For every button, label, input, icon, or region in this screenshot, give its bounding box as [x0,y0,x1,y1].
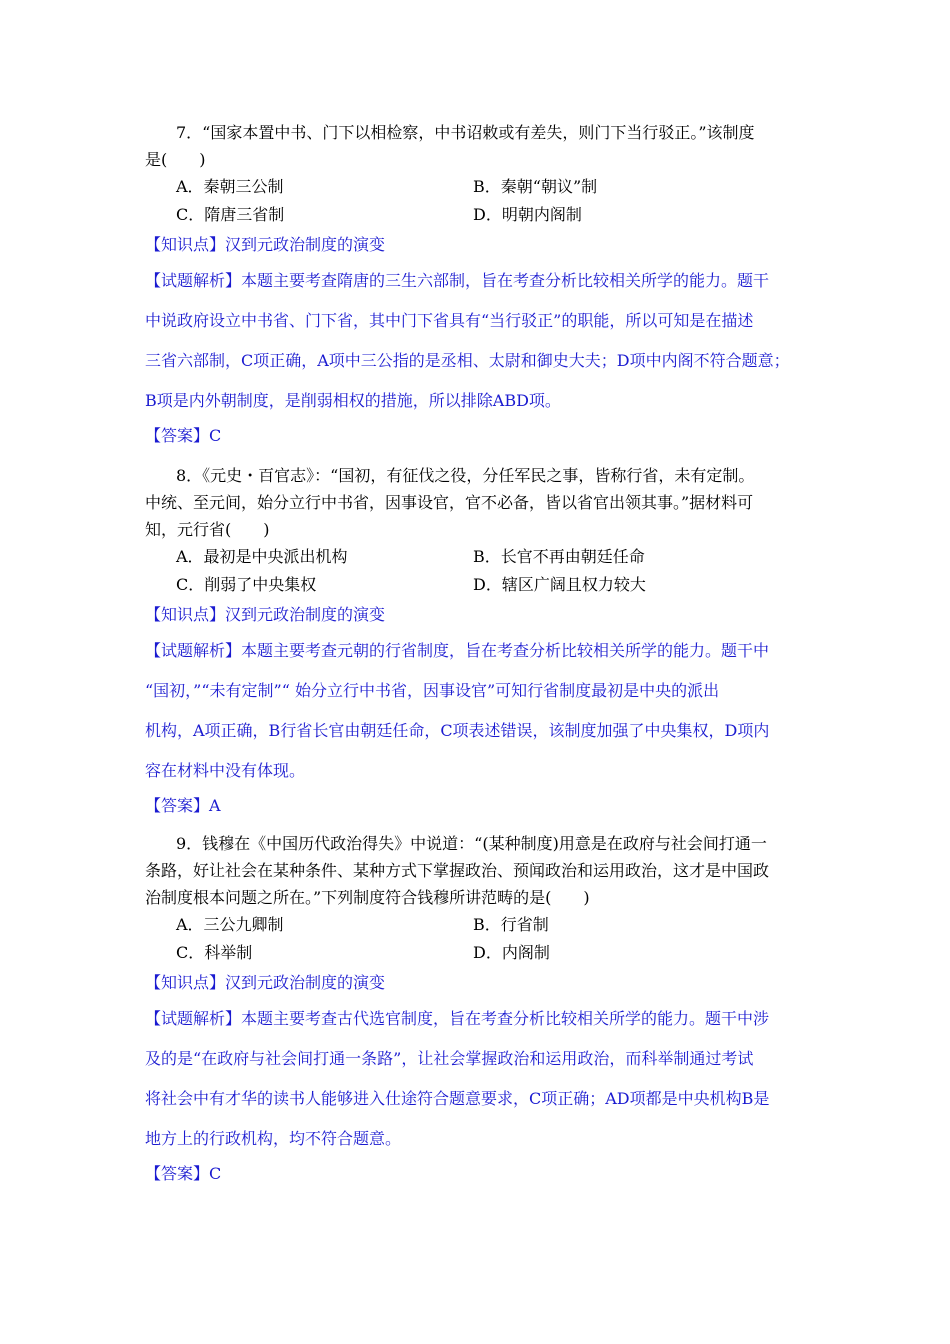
answer-value: C [209,1164,222,1183]
knowledge-point-tag: 【知识点】 [145,235,226,254]
knowledge-point-text: 汉到元政治制度的演变 [225,605,386,624]
analysis-line: “国初，”“未有定制”“ 始分立行中书省，因事设官”可知行省制度最初是中央的派出 [145,681,720,700]
answer [145,1159,815,1189]
options-row [145,911,815,939]
analysis-line [145,999,815,1039]
question-stem-line: 8．《元史・百官志》：“国初，有征伐之役，分任军民之事，皆称行省，未有定制。 [176,466,755,485]
question-stem-line: 治制度根本问题之所在。”下列制度符合钱穆所讲范畴的是( ) [145,888,590,907]
analysis [145,631,815,791]
answer-value: A [209,796,221,815]
analysis-line: 机构，A项正确，B行省长官由朝廷任命，C项表述错误，该制度加强了中央集权，D项内 [145,721,770,740]
analysis [145,999,815,1159]
analysis-tag: 【试题解析】 [145,271,242,290]
question-stem-line: 中统、至元间，始分立行中书省，因事设官，官不必备，皆以省官出领其事。”据材料可 [145,493,754,512]
question-8 [145,462,815,821]
knowledge-point-text: 汉到元政治制度的演变 [225,973,386,992]
analysis-line: 容在材料中没有体现。 [145,761,306,780]
analysis-text: 本题主要考查隋唐的三生六部制，旨在考查分析比较相关所学的能力。题干 [241,271,770,290]
analysis-line: B项是内外朝制度，是削弱相权的措施，所以排除ABD项。 [145,391,561,410]
options-row [145,939,815,967]
knowledge-point [145,599,815,631]
knowledge-point-tag: 【知识点】 [145,973,226,992]
answer-tag: 【答案】 [145,426,210,445]
option-d: D．内阁制 [473,943,550,962]
analysis-tag: 【试题解析】 [145,1009,242,1028]
analysis [145,261,815,421]
option-d: D．明朝内阁制 [473,205,582,224]
question-stem-line: 7．“国家本置中书、门下以相检察，中书诏敕或有差失，则门下当行驳正。”该制度 [176,123,755,142]
options-row [145,173,815,201]
question-stem-line: 知，元行省( ) [145,520,270,539]
option-b: B．行省制 [473,915,549,934]
analysis-line: 及的是“在政府与社会间打通一条路”，让社会掌握政治和运用政治，而科举制通过考试 [145,1049,754,1068]
option-c: C．削弱了中央集权 [176,575,317,594]
option-b: B．秦朝“朝议”制 [473,177,598,196]
knowledge-point [145,967,815,999]
answer-tag: 【答案】 [145,1164,210,1183]
answer-tag: 【答案】 [145,796,210,815]
option-a: A．三公九卿制 [176,915,284,934]
option-a: A．最初是中央派出机构 [176,547,348,566]
knowledge-point-text: 汉到元政治制度的演变 [225,235,386,254]
knowledge-point [145,229,815,261]
option-b: B．长官不再由朝廷任命 [473,547,645,566]
answer [145,791,815,821]
options-row [145,543,815,571]
analysis-text: 本题主要考查古代选官制度，旨在考查分析比较相关所学的能力。题干中涉 [241,1009,770,1028]
question-7 [145,119,815,451]
question-9 [145,830,815,1189]
options-row [145,201,815,229]
option-c: C．隋唐三省制 [176,205,285,224]
analysis-line: 地方上的行政机构，均不符合题意。 [145,1129,402,1148]
options-row [145,571,815,599]
analysis-line: 中说政府设立中书省、门下省，其中门下省具有“当行驳正”的职能，所以可知是在描述 [145,311,754,330]
analysis-text: 本题主要考查元朝的行省制度，旨在考查分析比较相关所学的能力。题干中 [241,641,770,660]
analysis-tag: 【试题解析】 [145,641,242,660]
question-stem-line: 9．钱穆在《中国历代政治得失》中说道：“(某种制度)用意是在政府与社会间打通一 [176,834,767,853]
question-stem-line: 条路，好让社会在某种条件、某种方式下掌握政治、预闻政治和运用政治，这才是中国政 [145,861,770,880]
option-a: A．秦朝三公制 [176,177,284,196]
answer-value: C [209,426,222,445]
analysis-line [145,261,815,301]
analysis-line: 三省六部制，C项正确，A项中三公指的是丞相、太尉和御史大夫；D项中内阁不符合题意； [145,351,790,370]
analysis-line: 将社会中有才华的读书人能够进入仕途符合题意要求，C项正确；AD项都是中央机构B是 [145,1089,770,1108]
option-c: C．科举制 [176,943,253,962]
analysis-line [145,631,815,671]
knowledge-point-tag: 【知识点】 [145,605,226,624]
answer [145,421,815,451]
option-d: D．辖区广阔且权力较大 [473,575,646,594]
question-stem-line: 是( ) [145,150,206,169]
